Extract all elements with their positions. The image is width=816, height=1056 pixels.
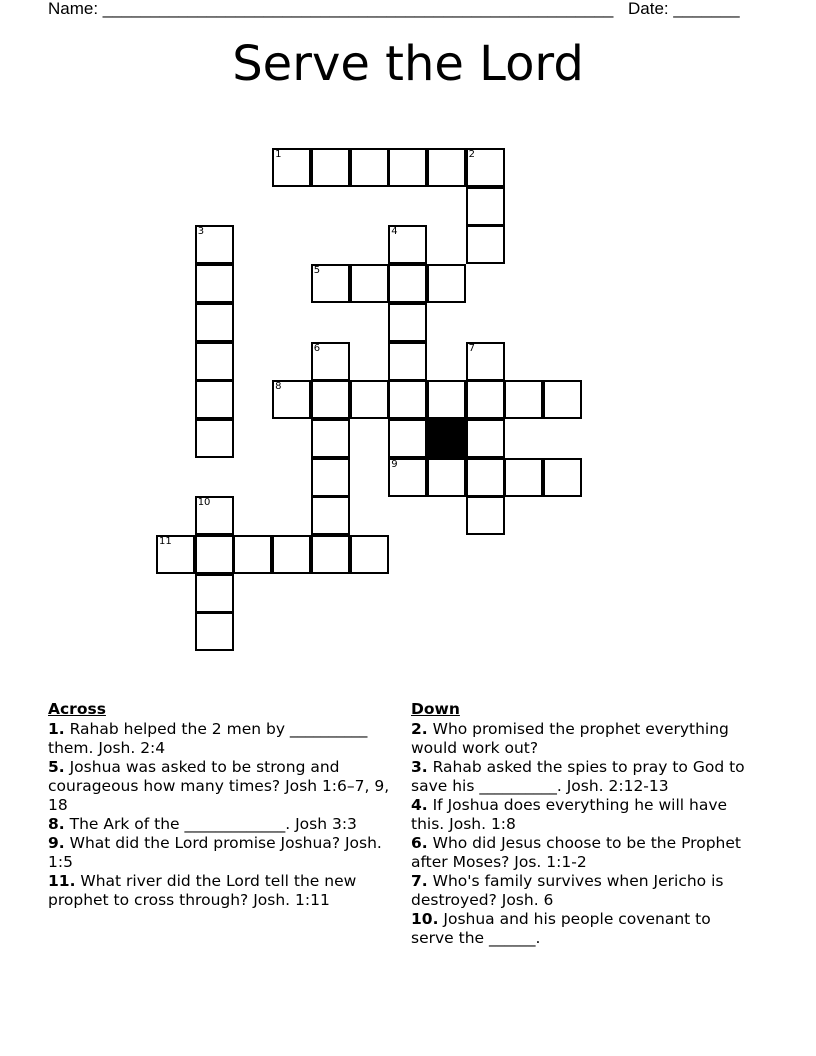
grid-cell[interactable] [388, 264, 427, 303]
grid-cell[interactable] [272, 535, 311, 574]
grid-cell[interactable] [311, 535, 350, 574]
grid-cell[interactable] [388, 303, 427, 342]
grid-cell[interactable] [427, 148, 466, 187]
date-field-label: Date: _______ [628, 0, 740, 18]
clue-number: 5. [48, 758, 65, 776]
clue-number: 3. [411, 758, 428, 776]
down-clues [411, 700, 756, 948]
grid-cell[interactable] [427, 264, 466, 303]
down-clue [411, 872, 756, 910]
grid-cell[interactable] [504, 380, 543, 419]
name-field-label: Name: ______________________________________________________ [48, 0, 614, 18]
grid-cell[interactable] [195, 303, 234, 342]
grid-cell[interactable] [233, 535, 272, 574]
clue-number: 3 [197, 226, 205, 238]
page-title: Serve the Lord [232, 36, 584, 92]
clue-number: 7. [411, 872, 428, 890]
clue-text: Joshua was asked to be strong and courageous how many times? Josh 1:6–7, 9, 18 [48, 758, 390, 814]
clue-number: 11 [159, 536, 172, 547]
clue-number: 6 [313, 342, 321, 354]
grid-cell[interactable] [388, 458, 427, 497]
clue-number: 2. [411, 720, 428, 738]
grid-cell[interactable] [466, 148, 505, 187]
grid-cell[interactable] [195, 496, 234, 535]
grid-cell[interactable] [466, 187, 505, 226]
clue-text: Who did Jesus choose to be the Prophet after Moses? Jos. 1:1-2 [411, 834, 741, 871]
grid-cell[interactable] [195, 574, 234, 613]
grid-cell[interactable] [466, 419, 505, 458]
down-clue [411, 796, 756, 834]
blocked-cell [427, 419, 466, 458]
grid-cell[interactable] [311, 458, 350, 497]
down-clue [411, 834, 756, 872]
grid-cell[interactable] [350, 148, 389, 187]
clue-number: 7 [468, 342, 475, 354]
clue-text: What did the Lord promise Joshua? Josh. 1:5 [48, 834, 382, 871]
clue-text: If Joshua does everything he will have this. Josh. 1:8 [411, 796, 728, 833]
grid-cell[interactable] [311, 380, 350, 419]
clue-text: Rahab asked the spies to pray to God to save his __________. Josh. 2:12-13 [411, 758, 745, 795]
clue-number: 2 [468, 149, 475, 160]
down-clue [411, 720, 756, 758]
down-heading: Down [411, 700, 460, 718]
down-clue-list [411, 720, 756, 948]
grid-cell[interactable] [311, 496, 350, 535]
grid-cell[interactable] [311, 342, 350, 381]
clue-text: Who's family survives when Jericho is destroyed? Josh. 6 [411, 872, 724, 909]
down-clue [411, 758, 756, 796]
grid-cell[interactable] [350, 535, 389, 574]
grid-cell[interactable] [195, 535, 234, 574]
grid-cell[interactable] [195, 419, 234, 458]
grid-cell[interactable] [195, 264, 234, 303]
clue-number: 6. [411, 834, 428, 852]
grid-cell[interactable] [427, 380, 466, 419]
grid-cell[interactable] [466, 496, 505, 535]
grid-cell[interactable] [388, 419, 427, 458]
clue-number: 11. [48, 872, 76, 890]
clue-text: The Ark of the _____________. Josh 3:3 [64, 815, 357, 833]
grid-cell[interactable] [543, 380, 582, 419]
grid-cell[interactable] [466, 458, 505, 497]
clue-text: Who promised the prophet everything would work out? [411, 720, 729, 757]
across-heading: Across [48, 700, 106, 718]
clue-number: 10 [197, 497, 211, 509]
grid-cell[interactable] [311, 148, 350, 187]
clue-number: 10. [411, 910, 439, 928]
clue-number: 9. [48, 834, 65, 852]
clue-number: 1. [48, 720, 65, 738]
grid-cell[interactable] [504, 458, 543, 497]
grid-cell[interactable] [388, 225, 427, 264]
clue-number: 8 [275, 381, 282, 393]
clue-text: Joshua and his people covenant to serve the ______. [411, 910, 711, 947]
clue-text: What river did the Lord tell the new prophet to cross through? Josh. 1:11 [48, 872, 357, 909]
grid-cell[interactable] [195, 612, 234, 651]
grid-cell[interactable] [388, 148, 427, 187]
grid-cell[interactable] [272, 380, 311, 419]
grid-cell[interactable] [543, 458, 582, 497]
grid-cell[interactable] [350, 380, 389, 419]
down-clue [411, 910, 756, 948]
grid-cell[interactable] [195, 342, 234, 381]
grid-cell[interactable] [466, 342, 505, 381]
grid-cell[interactable] [350, 264, 389, 303]
grid-cell[interactable] [466, 225, 505, 264]
clue-number: 4. [411, 796, 428, 814]
clue-number: 4 [391, 226, 398, 238]
across-clue [48, 758, 400, 815]
across-clue [48, 834, 400, 872]
clue-number: 5 [313, 265, 321, 277]
grid-cell[interactable] [388, 380, 427, 419]
clue-number: 9 [391, 458, 398, 470]
across-clue [48, 720, 400, 758]
grid-cell[interactable] [272, 148, 311, 187]
grid-cell[interactable] [311, 264, 350, 303]
across-clue [48, 872, 400, 910]
grid-cell[interactable] [466, 380, 505, 419]
grid-cell[interactable] [311, 419, 350, 458]
across-clue-list [48, 720, 400, 910]
clue-number: 1 [275, 149, 282, 160]
grid-cell[interactable] [195, 380, 234, 419]
grid-cell[interactable] [427, 458, 466, 497]
clue-text: Rahab helped the 2 men by __________ them. Josh. 2:4 [48, 720, 368, 757]
across-clue [48, 815, 400, 834]
across-clues [48, 700, 400, 910]
grid-cell[interactable] [388, 342, 427, 381]
clue-number: 8. [48, 815, 65, 833]
grid-cell[interactable] [195, 225, 234, 264]
grid-cell[interactable] [156, 535, 195, 574]
